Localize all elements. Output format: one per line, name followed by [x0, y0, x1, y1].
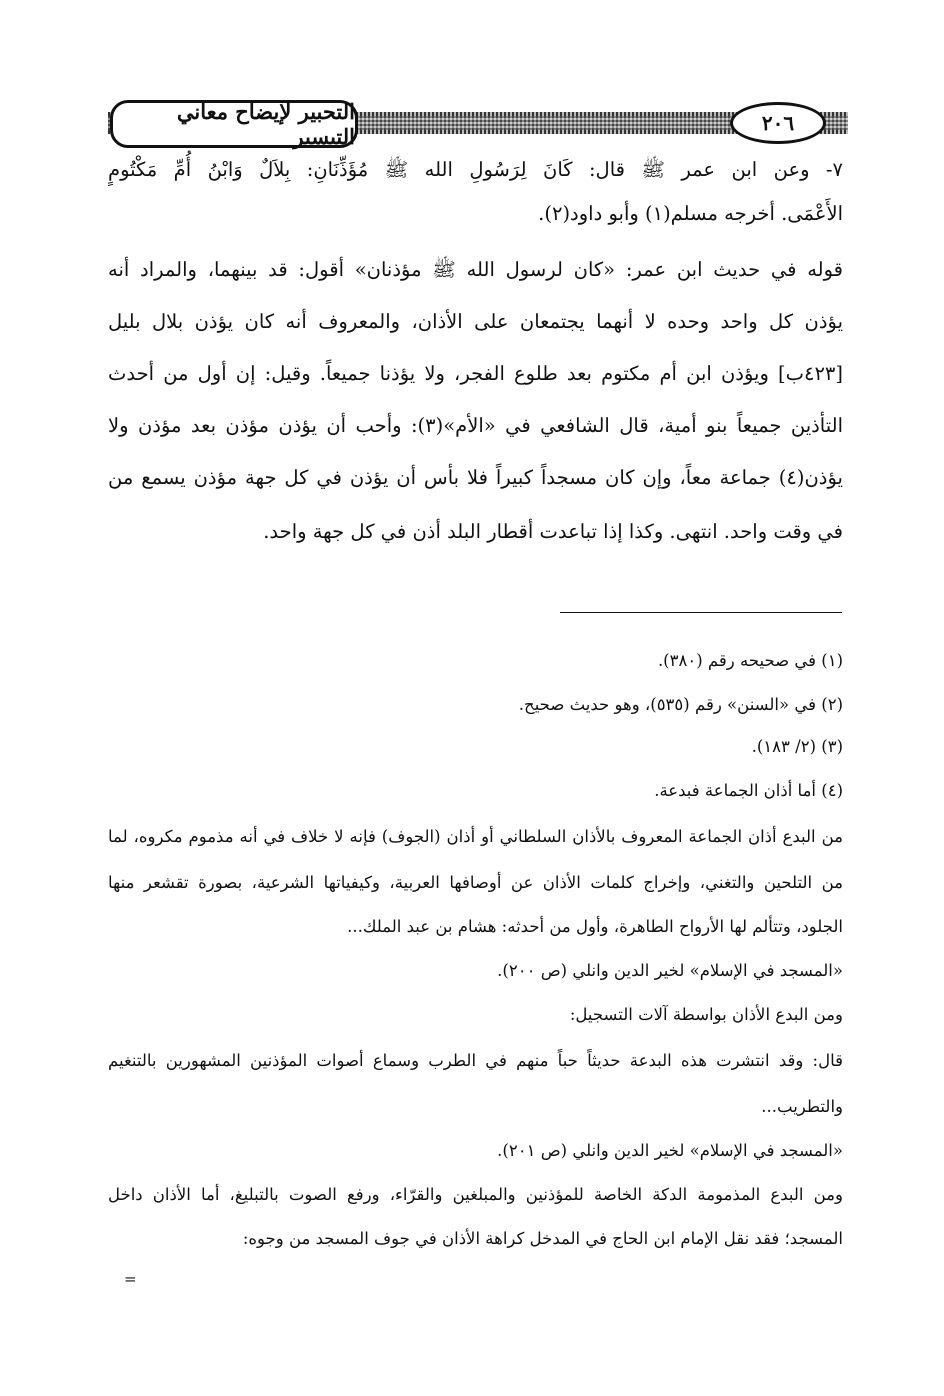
- footnote-1: (١) في صحيحه رقم (٣٨٠).: [657, 651, 843, 670]
- footnote-4-line-5: ومن البدع الأذان بواسطة آلات التسجيل:: [569, 1005, 843, 1024]
- book-title: التحبير لإيضاح معاني التيسير: [110, 100, 358, 148]
- footnotes: [108, 646, 843, 1266]
- footnote-4-line-9: المسجد؛ فقد نقل الإمام ابن الحاج في المدخل كراهة الأذان في جوف المسجد من وجوه:: [242, 1229, 843, 1248]
- commentary-line-1: قوله في حديث ابن عمر: «كان لرسول الله ﷺ مؤذنان» أقول: قد بينهما، والمراد أنه: [108, 258, 843, 281]
- footnote-4-line-6: قال: وقد انتشرت هذه البدعة حديثاً حباً منهم في الطرب وسماع أصوات المؤذنين المشهورين بالتنغيم: [108, 1051, 843, 1070]
- commentary-line-5: يؤذن(٤) جماعة معاً، وإن كان مسجداً كبيراً فلا بأس أن يؤذن في كل جهة مؤذن يسمع من: [108, 466, 843, 489]
- footnote-4-line-8: ومن البدع المذمومة الدكة الخاصة للمؤذنين والمبلغين والقرّاء، ورفع الصوت بالتبليغ، أما الأذان داخل: [108, 1185, 843, 1204]
- footnote-4-citation-2: «المسجد في الإسلام» لخير الدين وانلي (ص ٢٠١).: [497, 1141, 843, 1160]
- footnote-4-line-4: الجلود، وتتألم لها الأرواح الطاهرة، وأول من أحدثه: هشام بن عبد الملك...: [347, 917, 843, 936]
- commentary-line-3: [٤٢٣ب] ويؤذن ابن أم مكتوم بعد طلوع الفجر، ولا يؤذنا جميعاً. وقيل: إن أول من أحدث: [108, 362, 843, 385]
- hadith-line-2: الأَعْمَى. أخرجه مسلم(١) وأبو داود(٢).: [538, 202, 843, 225]
- footnote-2: (٢) في «السنن» رقم (٥٣٥)، وهو حديث صحيح.: [518, 695, 843, 714]
- continuation-mark: =: [124, 1270, 137, 1288]
- footnote-4-line-7: والتطريب...: [761, 1097, 843, 1116]
- footnote-separator: [560, 612, 842, 613]
- commentary-line-2: يؤذن كل واحد وحده لا أنهما يجتمعان على الأذان، والمعروف أنه كان يؤذن بلال بليل: [108, 310, 843, 333]
- footnote-3: (٣) (٢/ ١٨٣).: [751, 737, 843, 756]
- hadith-line-1: ٧- وعن ابن عمر ﷺ قال: كَانَ لِرَسُولِ الله ﷺ مُؤَذِّنَانِ: بِلاَلٌ وَابْنُ أُمِّ مَكْتُومٍ: [108, 158, 843, 181]
- running-header: [108, 99, 848, 149]
- main-text: [108, 150, 843, 570]
- footnote-4: (٤) أما أذان الجماعة فبدعة.: [654, 781, 843, 800]
- footnote-4-line-2: من البدع أذان الجماعة المعروف بالأذان السلطاني أو أذان (الجوف) فإنه لا خلاف في أنه مذموم مكروه، لما: [108, 827, 843, 846]
- page-number: ٢٠٦: [730, 102, 826, 144]
- footnote-4-citation-1: «المسجد في الإسلام» لخير الدين وانلي (ص ٢٠٠).: [497, 961, 843, 980]
- commentary-line-6: في وقت واحد. انتهى. وكذا إذا تباعدت أقطار البلد أذن في كل جهة واحد.: [263, 520, 843, 543]
- footnote-4-line-3: من التلحين والتغني، وإخراج كلمات الأذان عن أوصافها العربية، وكيفياتها الشرعية، بصورة تقشعر منها: [108, 873, 843, 892]
- commentary-line-4: التأذين جميعاً بنو أمية، قال الشافعي في «الأم»(٣): وأحب أن يؤذن مؤذن بعد مؤذن ولا: [108, 414, 843, 437]
